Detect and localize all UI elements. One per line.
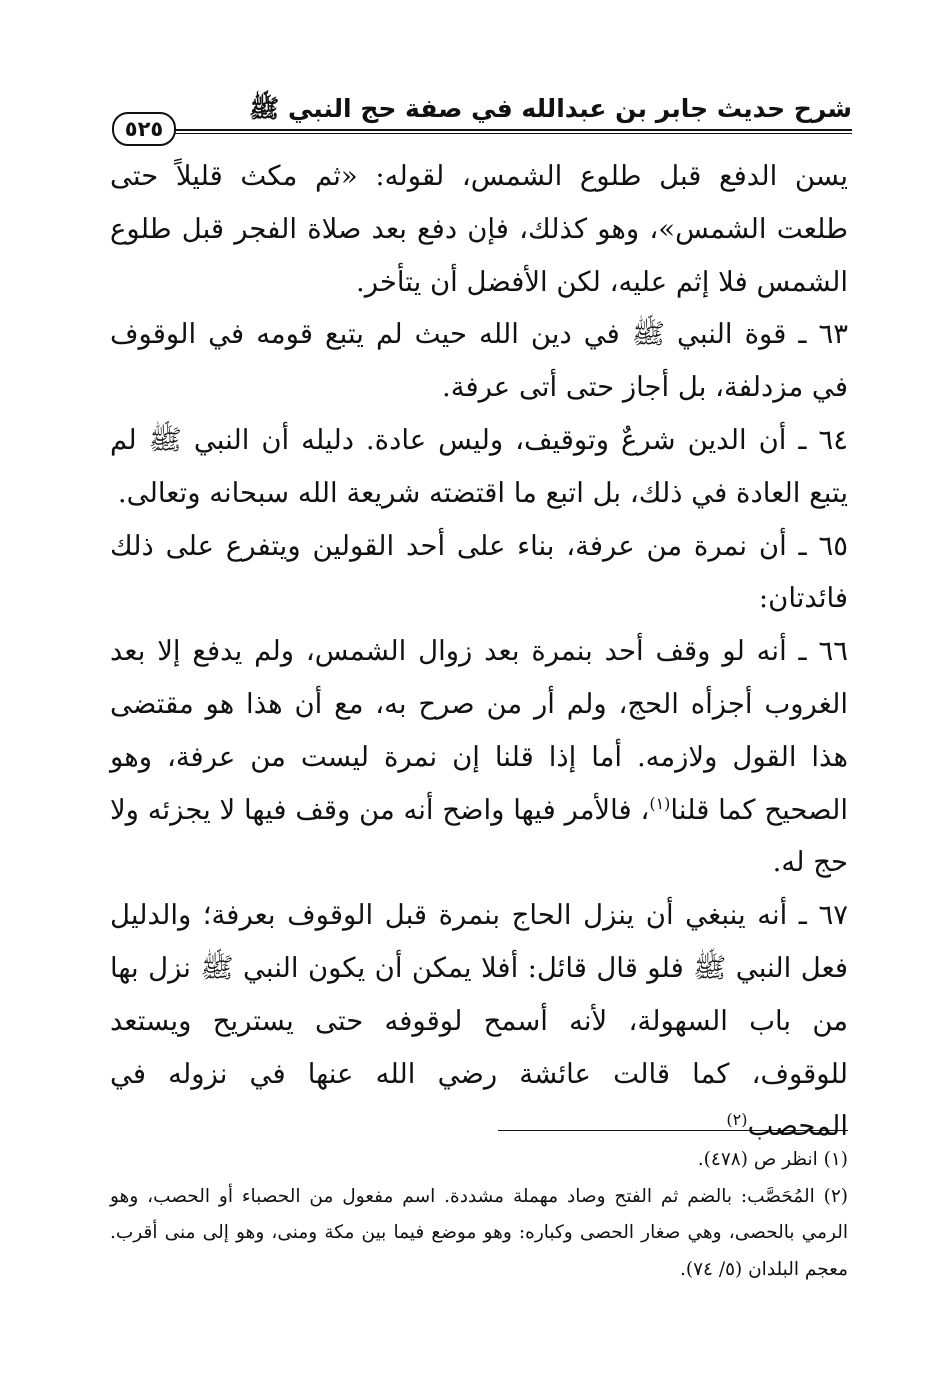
running-title: شرح حديث جابر بن عبدالله في صفة حج النبي ﷺ xyxy=(249,94,852,123)
footnote-2: (٢) المُحَصَّب: بالضم ثم الفتح وصاد مهملة مشددة. اسم مفعول من الحصباء أو الحصب، وهو الرمي بالحصى، وهي صغار الحصى وكباره: وهو موضع فيما بين مكة ومنى، وهو إلى منى أقرب. معجم البلدان (٥/ ٧٤). xyxy=(110,1185,848,1280)
paragraph-67 xyxy=(110,889,848,1153)
paragraph-intro: يسن الدفع قبل طلوع الشمس، لقوله: «ثم مكث قليلاً حتى طلعت الشمس»، وهو كذلك، فإن دفع بعد صلاة الفجر قبل طلوع الشمس فلا إثم عليه، لكن الأفضل أن يتأخر. xyxy=(110,160,848,298)
paragraph-63: ٦٣ ـ قوة النبي ﷺ في دين الله حيث لم يتبع قومه في الوقوف في مزدلفة، بل أجاز حتى أتى عرفة. xyxy=(110,318,848,404)
paragraph-66 xyxy=(110,625,848,889)
paragraph-67-text: ٦٧ ـ أنه ينبغي أن ينزل الحاج بنمرة قبل الوقوف بعرفة؛ والدليل فعل النبي ﷺ فلو قال قائل: أفلا يمكن أن يكون النبي ﷺ نزل بها من باب السهولة، لأنه أسمح لوقوفه حتى يستريح ويستعد للوقوف، كما قالت عائشة رضي الله عنها في نزوله في المحصب xyxy=(110,899,848,1143)
footnote-separator xyxy=(498,1130,848,1131)
paragraph-65: ٦٥ ـ أن نمرة من عرفة، بناء على أحد القولين ويتفرع على ذلك فائدتان: xyxy=(110,529,848,615)
paragraph-66-text-b: ، فالأمر فيها واضح أنه من وقف فيها لا يجزئه ولا حج له. xyxy=(110,793,848,879)
header-rule xyxy=(164,129,852,131)
footnote-ref-2: (٢) xyxy=(726,1110,748,1130)
footnote-ref-1: (١) xyxy=(649,793,671,813)
footnote-1: (١) انظر ص (٤٧٨). xyxy=(697,1149,848,1170)
page-header xyxy=(112,88,852,144)
footnotes xyxy=(110,1142,848,1288)
header-rule-thin xyxy=(164,133,852,134)
paragraph-66-text-a: ٦٦ ـ أنه لو وقف أحد بنمرة بعد زوال الشمس، ولم يدفع إلا بعد الغروب أجزأه الحج، ولم أر من صرح به، مع أن هذا هو مقتضى هذا القول ولازمه. أما إذا قلنا إن نمرة ليست من عرفة، وهو الصحيح كما قلنا xyxy=(110,635,849,826)
main-text xyxy=(110,150,848,1153)
page-number: ٥٢٥ xyxy=(112,112,176,146)
paragraph-64: ٦٤ ـ أن الدين شرعٌ وتوقيف، وليس عادة. دليله أن النبي ﷺ لم يتبع العادة في ذلك، بل اتبع ما اقتضته شريعة الله سبحانه وتعالى. xyxy=(110,423,848,509)
